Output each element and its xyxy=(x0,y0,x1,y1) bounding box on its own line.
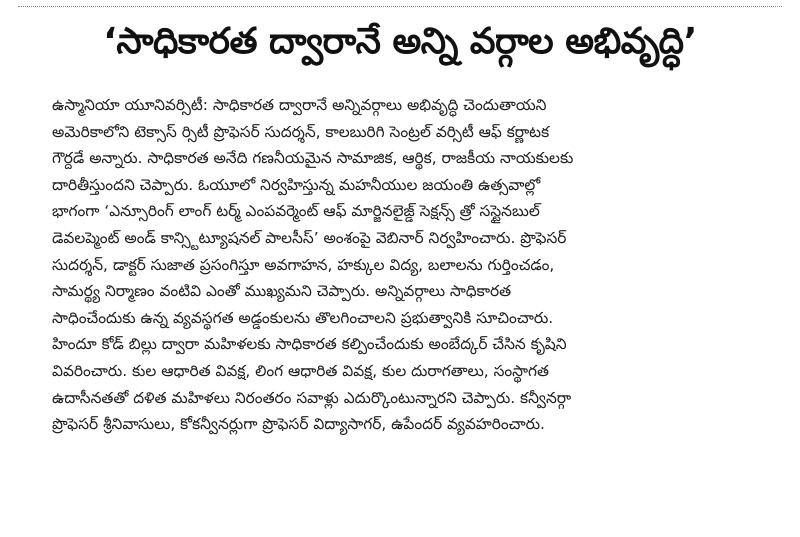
article-line: గౌర్దడే అన్నారు. సాధికారత అనేది గణనీయమైన సామాజిక, ఆర్థిక, రాజకీయ నాయకులకు xyxy=(52,149,574,168)
article-line: ఉస్మానియా యూనివర్సిటీ: సాధికారత ద్వారానే అన్నివర్గాలు అభివృద్ధి చెందుతాయని xyxy=(52,96,547,114)
article-line: హిందూ కోడ్ బిల్లు ద్వారా మహిళలకు సాధికారత కల్పించేందుకు అంబేద్కర్ చేసిన కృషిని xyxy=(52,335,567,354)
article-line: డెవలప్మెంట్ అండ్ కాన్స్టిట్యూషనల్ పాలసీస్’ అంశంపై వెబినార్ నిర్వహించారు. ప్రొఫెసర్ xyxy=(52,228,567,247)
article-line: సాధించేందుకు ఉన్న వ్యవస్థగత అడ్డంకులను తొలగించాలని ప్రభుత్వానికి సూచించారు. xyxy=(52,308,554,327)
article-line: ఉదాసీనతతో దళిత మహిళలు నిరంతరం సవాళ్లు ఎదుర్కొంటున్నారని చెప్పారు. కన్వీనర్గా xyxy=(52,388,572,407)
article-line: ప్రొఫెసర్ శ్రీనివాసులు, కోకన్వీనర్లుగా ప్రొఫెసర్ విద్యాసాగర్, ఉపేందర్ వ్యవహరించారు. xyxy=(52,415,545,434)
top-dotted-rule xyxy=(18,6,782,7)
article-line: సుదర్శన్, డాక్టర్ సుజాత ప్రసంగిస్తూ అవగాహన, హక్కుల విద్య, బలాలను గుర్తించడం, xyxy=(52,255,555,274)
article-headline: ‘సాధికారత ద్వారానే అన్ని వర్గాల అభివృద్ధి’ xyxy=(103,21,697,62)
article-line: వివరించారు. కుల ఆధారిత వివక్ష, లింగ ఆధారిత వివక్ష, కుల దురాగతాలు, సంస్థాగత xyxy=(52,361,549,380)
article-body xyxy=(52,92,766,438)
article-line: భాగంగా ‘ఎన్సూరింగ్ లాంగ్ టర్మ్ ఎంపవర్మెంట్ ఆఫ్ మార్జినలైజ్డ్ సెక్షన్స్ త్రో సస్టైనబుల్ xyxy=(52,202,540,221)
article-line: దారితీస్తుందని చెప్పారు. ఓయూలో నిర్వహిస్తున్న మహనీయుల జయంతి ఉత్సవాల్లో xyxy=(52,175,541,194)
article-line: అమెరికాలోని టెక్సాస్ ర్సిటీ ప్రొఫెసర్ సుదర్శన్, కాలబురిగి సెంట్రల్ వర్సిటీ ఆఫ్ కర్ణాటక xyxy=(52,122,550,141)
article-line: సామర్థ్య నిర్మాణం వంటివి ఎంతో ముఖ్యమని చెప్పారు. అన్నివర్గాలు సాధికారత xyxy=(52,282,512,301)
